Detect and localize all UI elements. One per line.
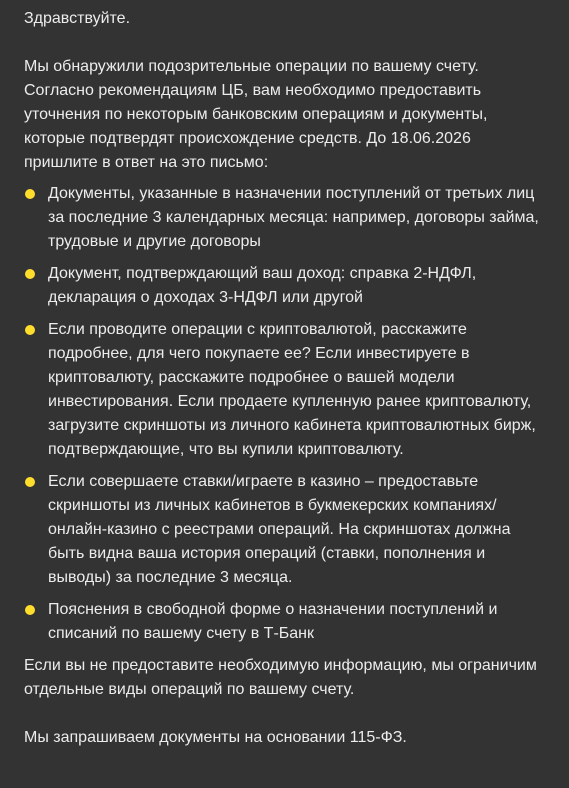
required-documents-list	[24, 182, 545, 646]
list-item-text: Документы, указанные в назначении поступлений от третьих лиц за последние 3 календарных месяца: например, договоры займа, трудовые и другие договоры	[48, 185, 539, 250]
list-item-text: Документ, подтверждающий ваш доход: справка 2-НДФЛ, декларация о доходах 3-НДФЛ или другой	[48, 265, 477, 306]
list-item-text: Если совершаете ставки/играете в казино – предоставьте скриншоты из личных кабинетов в букмекерских компаниях/онлайн-казино с реестрами операций. На скриншотах должна быть видна ваша история операций (ставки, пополнения и выводы) за последние 3 месяца.	[48, 473, 511, 586]
bullet-dot-icon	[25, 605, 35, 615]
bullet-dot-icon	[25, 325, 35, 335]
intro-paragraph: Мы обнаружили подозрительные операции по вашему счету. Согласно рекомендациям ЦБ, вам необходимо предоставить уточнения по некоторым банковским операциям и документы, которые подтвердят происхождение средств. До 18.06.2026 пришлите в ответ на это письмо:	[24, 58, 488, 171]
list-item-text: Если проводите операции с криптовалютой, расскажите подробнее, для чего покупаете ее? Если инвестируете в криптовалюту, расскажите подробнее о вашей модели инвестирования. Если продаете купленную ранее криптовалюту, загрузите скриншоты из личного кабинета криптовалютных бирж, подтверждающие, что вы купили криптовалюту.	[48, 321, 536, 458]
list-item	[24, 182, 545, 254]
list-item	[24, 598, 545, 646]
list-item	[24, 318, 545, 462]
list-item-text: Пояснения в свободной форме о назначении поступлений и списаний по вашему счету в Т-Банк	[48, 601, 498, 642]
bullet-dot-icon	[25, 269, 35, 279]
legal-basis-note: Мы запрашиваем документы на основании 115-ФЗ.	[24, 729, 407, 746]
list-item	[24, 262, 545, 310]
bullet-dot-icon	[25, 477, 35, 487]
bullet-dot-icon	[25, 189, 35, 199]
greeting-text: Здравствуйте.	[24, 10, 131, 27]
list-item	[24, 470, 545, 590]
closing-paragraph: Если вы не предоставите необходимую информацию, мы ограничим отдельные виды операций по вашему счету.	[24, 657, 537, 698]
